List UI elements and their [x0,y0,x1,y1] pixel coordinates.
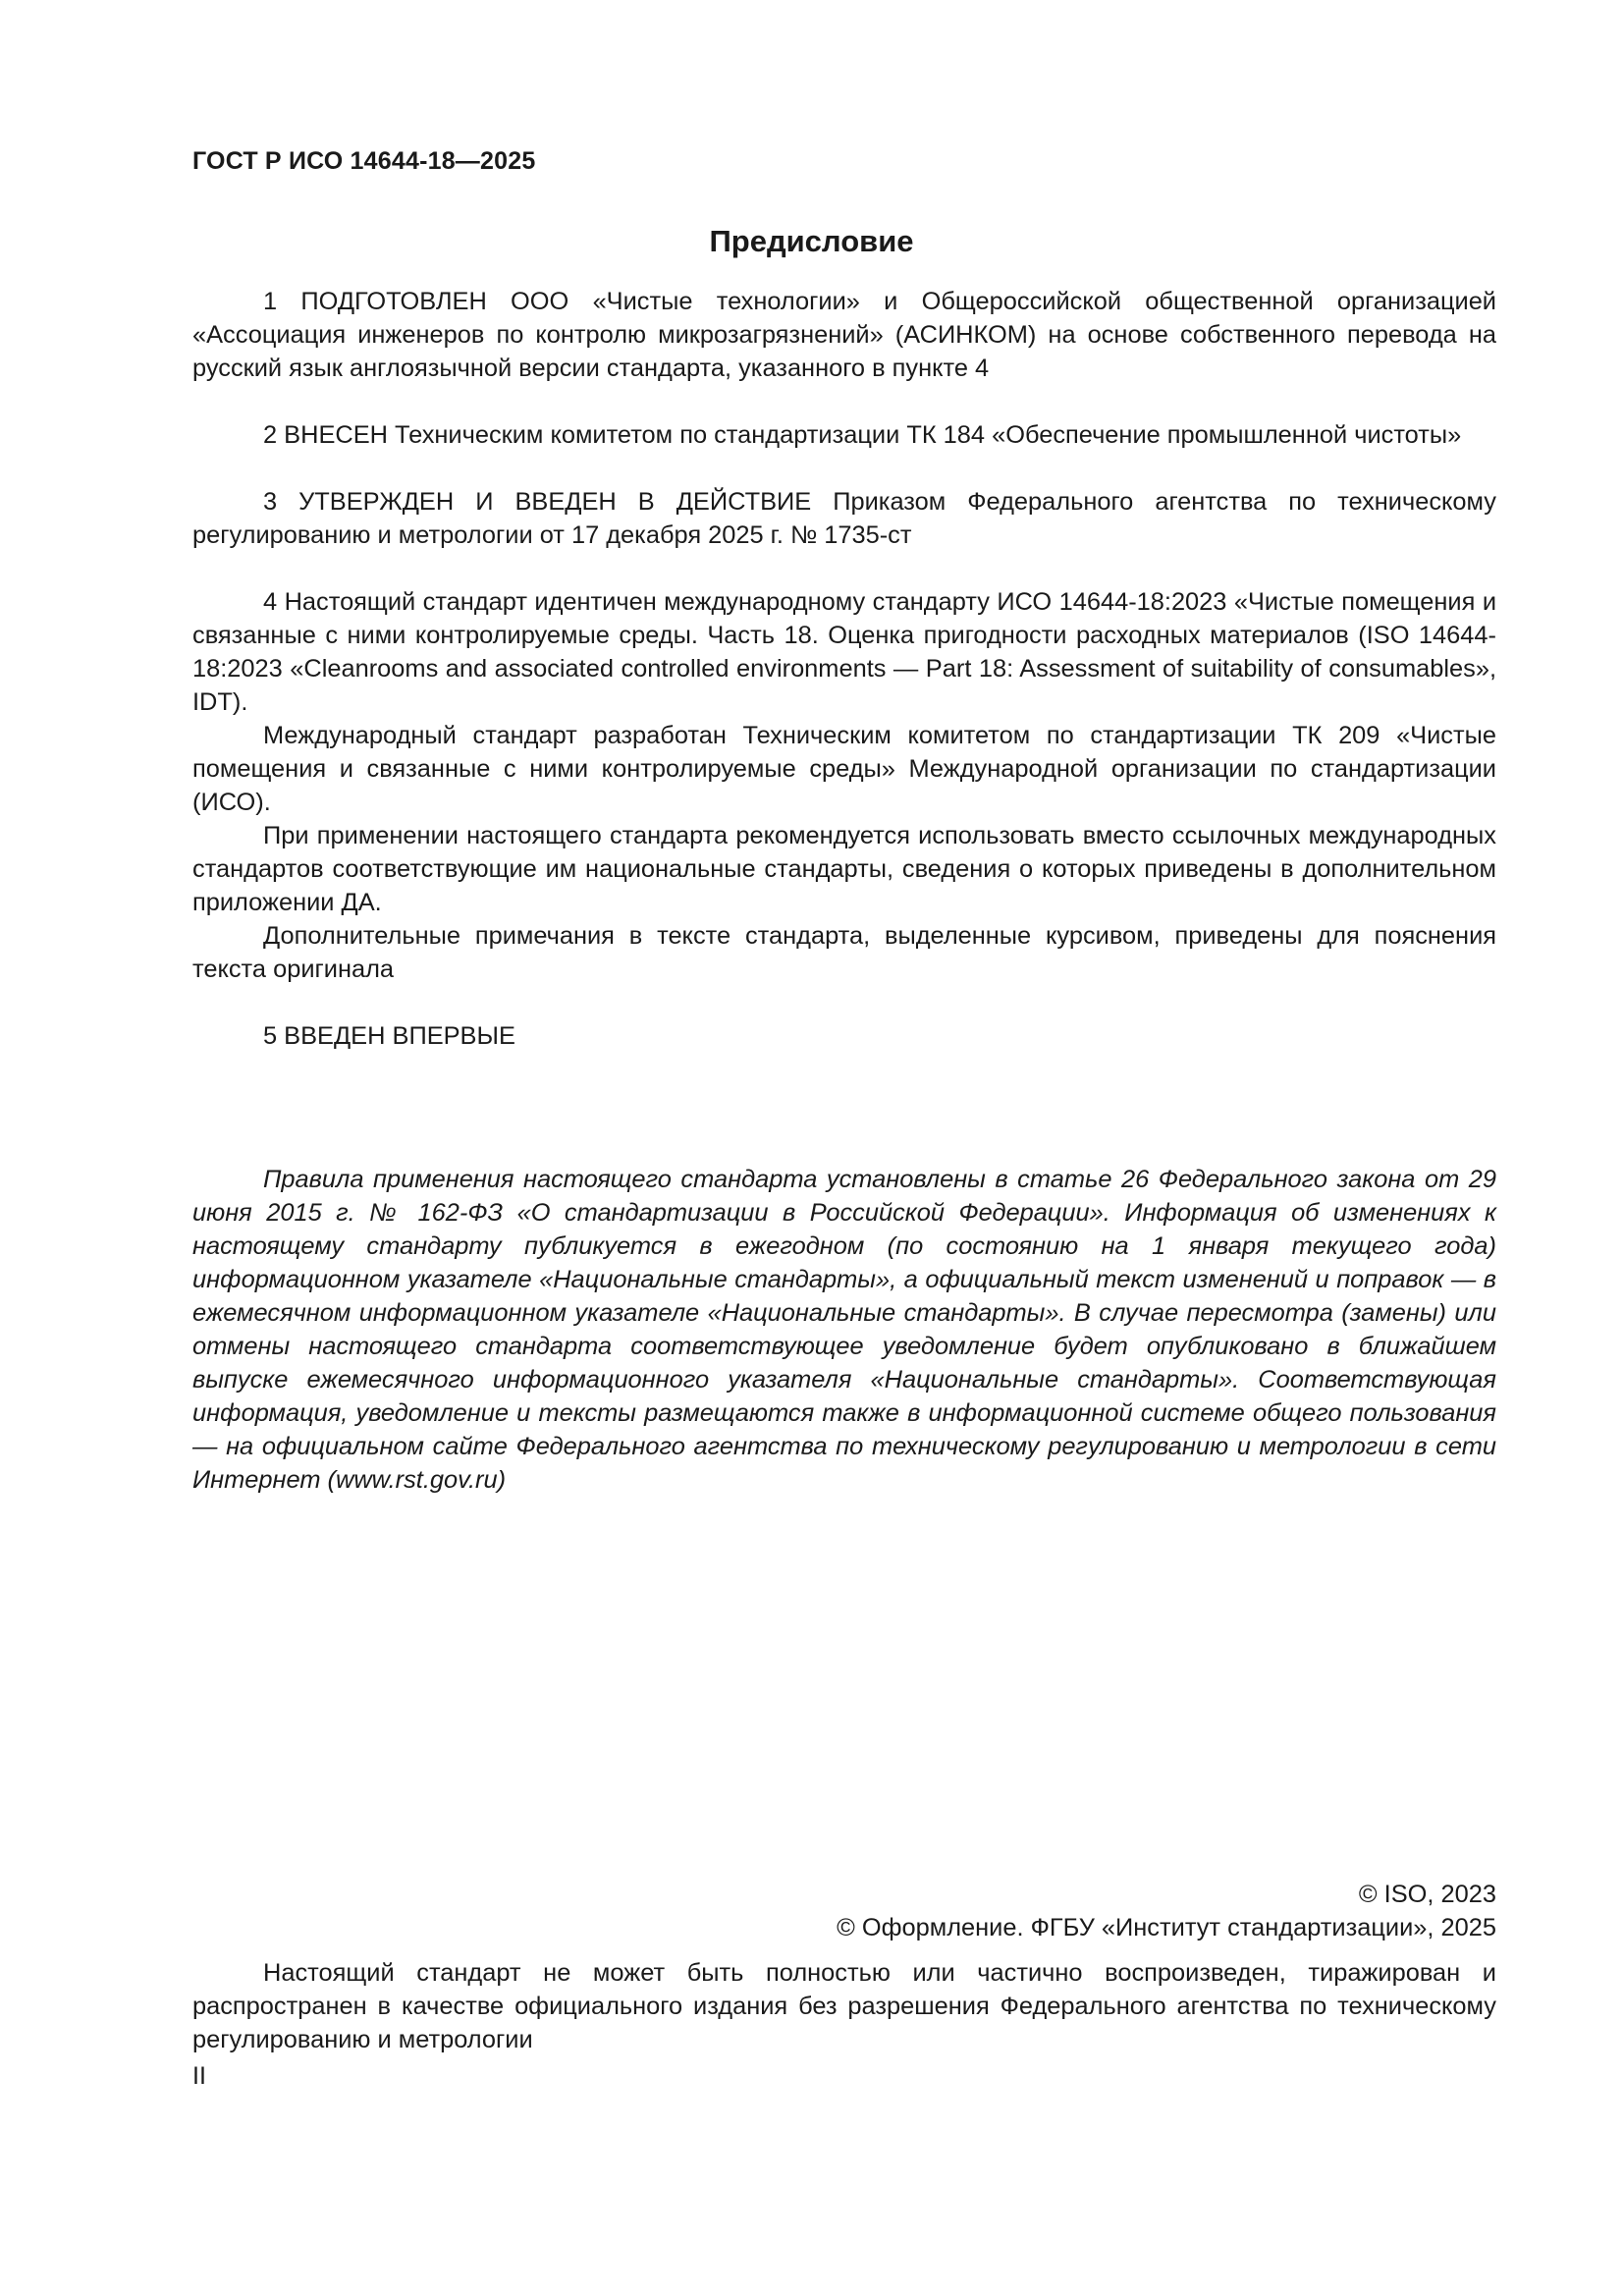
paragraph-submitted: 2 ВНЕСЕН Техническим комитетом по стандартизации ТК 184 «Обеспечение промышленной чистоты» [263,421,1462,449]
paragraph-prepared: 1 ПОДГОТОВЛЕН ООО «Чистые технологии» и Общероссийской общественной организацией «Ассоциация инженеров по контролю микрозагрязнений» (АСИНКОМ) на основе собственного перевода на русский язык англоязычной версии стандарта, указанного в пункте 4 [192,288,1496,382]
page-title: Предисловие [709,224,914,258]
paragraph-identical: 4 Настоящий стандарт идентичен международному стандарту ИСО 14644-18:2023 «Чистые помещения и связанные с ними контролируемые среды. Часть 18. Оценка пригодности расходных материалов (ISO 14644-18:2023 «Cleanrooms and associated controlled environments — Part 18: Assessment of suitability of consumables», IDT). [192,588,1496,716]
foreword-body [192,285,1496,1053]
spacer [192,986,1496,1019]
paragraph-developed-by: Международный стандарт разработан Техническим комитетом по стандартизации ТК 209 «Чистые помещения и связанные с ними контролируемые среды» Международной организации по стандартизации (ИСО). [192,722,1496,816]
paragraph-first-introduced: 5 ВВЕДЕН ВПЕРВЫЕ [263,1022,515,1050]
paragraph-references: При применении настоящего стандарта рекомендуется использовать вместо ссылочных международных стандартов соответствующие им национальные стандарты, сведения о которых приведены в дополнительном приложении ДА. [192,822,1496,916]
spacer [192,552,1496,585]
copyright-design: © Оформление. ФГБУ «Институт стандартизации», 2025 [837,1914,1496,1941]
page-number: II [192,2062,206,2090]
paragraph-notes: Дополнительные примечания в тексте стандарта, выделенные курсивом, приведены для пояснения текста оригинала [192,922,1496,983]
reproduction-notice: Настоящий стандарт не может быть полностью или частично воспроизведен, тиражирован и распространен в качестве официального издания без разрешения Федерального агентства по техническому регулированию и метрологии [192,1959,1496,2053]
rules-notice: Правила применения настоящего стандарта установлены в статье 26 Федерального закона от 29 июня 2015 г. № 162-ФЗ «О стандартизации в Российской Федерации». Информация об изменениях к настоящему стандарту публикуется в ежегодном (по состоянию на 1 января текущего года) информационном указателе «Национальные стандарты», а официальный текст изменений и поправок — в ежемесячном информационном указателе «Национальные стандарты». В случае пересмотра (замены) или отмены настоящего стандарта соответствующее уведомление будет опубликовано в ближайшем выпуске ежемесячного информационного указателя «Национальные стандарты». Соответствующая информация, уведомление и тексты размещаются также в информационной системе общего пользования — на официальном сайте Федерального агентства по техническому регулированию и метрологии в сети Интернет (www.rst.gov.ru) [192,1166,1496,1494]
paragraph-approved: 3 УТВЕРЖДЕН И ВВЕДЕН В ДЕЙСТВИЕ Приказом Федерального агентства по техническому регулированию и метрологии от 17 декабря 2025 г. № 1735-ст [192,488,1496,549]
spacer [192,385,1496,418]
copyright-iso: © ISO, 2023 [1358,1881,1496,1908]
standard-code: ГОСТ Р ИСО 14644-18—2025 [192,147,536,175]
spacer [192,452,1496,485]
